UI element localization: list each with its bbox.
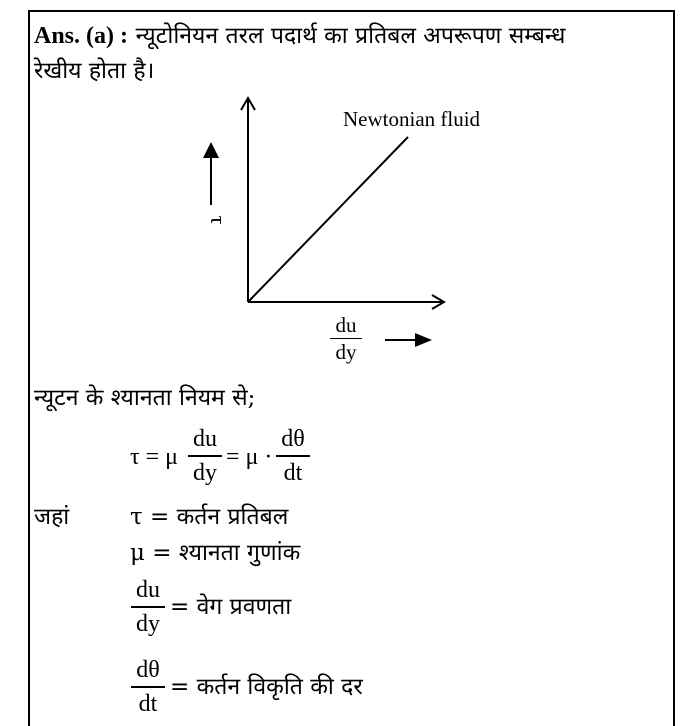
eq-frac1-bar (188, 455, 222, 457)
vel-den: dy (136, 610, 160, 637)
x-label-bar (330, 338, 362, 339)
eq-frac-dtheta-dt (276, 425, 310, 487)
vel-bar (131, 606, 165, 608)
tau-axis-label: τ (206, 215, 231, 225)
strain-bar (131, 686, 165, 688)
velocity-gradient-frac (131, 576, 165, 638)
newtonian-fluid-line (248, 137, 408, 302)
eq-frac1-den: dy (193, 459, 217, 486)
eq-frac2-num: dθ (281, 426, 305, 452)
where-label: जहां (34, 504, 70, 530)
eq-frac2-den: dt (283, 459, 303, 486)
x-label-den: dy (335, 340, 357, 364)
curve-label: Newtonian fluid (343, 107, 481, 131)
eq-lhs: τ = μ (130, 444, 179, 470)
tau-arrowhead (203, 142, 219, 158)
strain-num: dθ (136, 657, 160, 683)
tau-definition: τ = कर्तन प्रतिबल (130, 504, 289, 530)
mu-definition: μ = श्यानता गुणांक (130, 540, 301, 566)
shear-strain-rate-def: = कर्तन विकृति की दर (170, 674, 363, 700)
x-axis-label (330, 314, 362, 363)
answer-line-2: रेखीय होता है। (34, 58, 155, 84)
x-label-num: du (335, 313, 357, 337)
eq-frac1-num: du (193, 426, 217, 452)
velocity-gradient-def: = वेग प्रवणता (170, 594, 292, 620)
shear-strain-rate-frac (131, 656, 165, 718)
eq-mid: = μ · (226, 444, 273, 470)
eq-frac-du-dy (188, 425, 222, 487)
answer-label: Ans. (a) : (34, 23, 128, 49)
answer-text-1: न्यूटोनियन तरल पदार्थ का प्रतिबल अपरूपण सम्बन्ध (135, 23, 566, 49)
eq-frac2-bar (276, 455, 310, 457)
law-intro: न्यूटन के श्यानता नियम से; (34, 385, 256, 411)
strain-den: dt (138, 690, 158, 717)
vel-num: du (136, 577, 160, 603)
du-dy-arrowhead (415, 333, 432, 347)
